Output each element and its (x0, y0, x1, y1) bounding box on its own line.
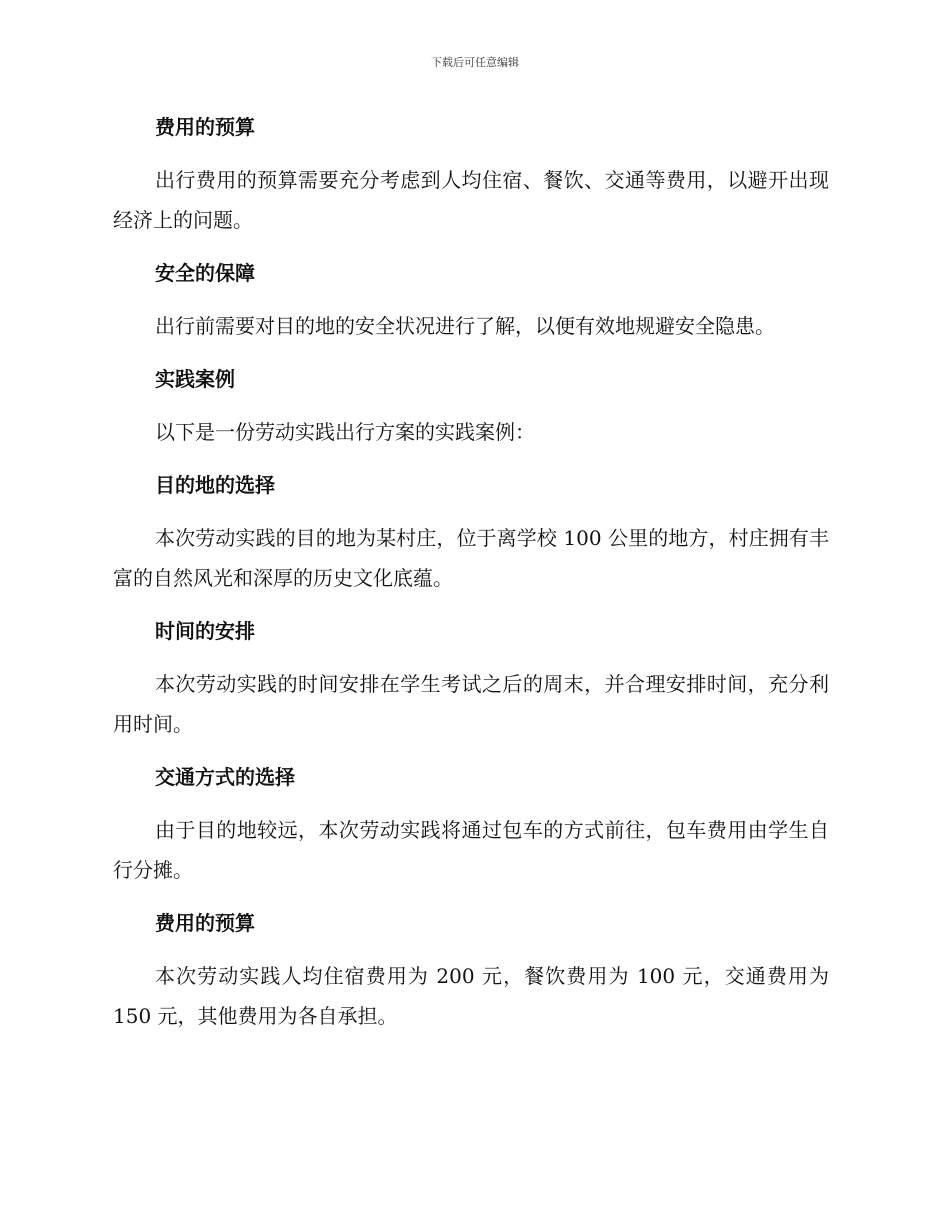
section-paragraph-case: 以下是一份劳动实践出行方案的实践案例： (155, 420, 535, 444)
section-heading-destination: 目的地的选择 (155, 473, 275, 497)
page-header: 下载后可任意编辑 (431, 56, 519, 69)
section-heading-safety: 安全的保障 (155, 261, 255, 285)
section-paragraph-safety: 出行前需要对目的地的安全状况进行了解，以便有效地规避安全隐患。 (155, 314, 775, 338)
section-paragraph-destination: 本次劳动实践的目的地为某村庄，位于离学校 100 公里的地方，村庄拥有丰富的自然风光和深厚的历史文化底蕴。 (113, 526, 829, 590)
section-paragraph-schedule: 本次劳动实践的时间安排在学生考试之后的周末，并合理安排时间，充分利用时间。 (113, 672, 829, 736)
section-paragraph-budget-case: 本次劳动实践人均住宿费用为 200 元，餐饮费用为 100 元，交通费用为 150 元，其他费用为各自承担。 (113, 964, 829, 1028)
section-paragraph-budget: 出行费用的预算需要充分考虑到人均住宿、餐饮、交通等费用，以避开出现经济上的问题。 (113, 168, 829, 232)
section-paragraph-transport: 由于目的地较远，本次劳动实践将通过包车的方式前往，包车费用由学生自行分摊。 (113, 818, 829, 882)
section-heading-case: 实践案例 (155, 367, 235, 391)
section-heading-budget: 费用的预算 (155, 115, 255, 139)
section-heading-transport: 交通方式的选择 (155, 765, 295, 789)
document-body (113, 108, 829, 1036)
section-heading-schedule: 时间的安排 (155, 619, 255, 643)
section-heading-budget-case: 费用的预算 (155, 911, 255, 935)
